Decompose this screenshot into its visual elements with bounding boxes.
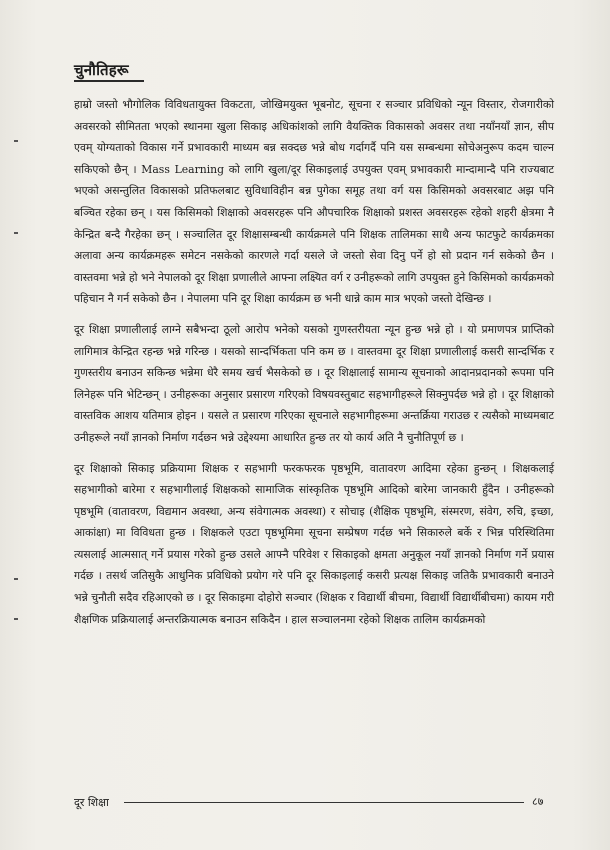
paragraph: दूर शिक्षाको सिकाइ प्रक्रियामा शिक्षक र सहभागी फरकफरक पृष्ठभूमि, वातावरण आदिमा रहेका हुन्छन् । शिक्षकलाई सहभागीको बारेमा र सहभागीलाई शिक्षकको सामाजिक सांस्कृतिक पृष्ठभूमि आदिको बारेमा जानकारी हुँदैन । उनीहरूको पृष्ठभूमि (वातावरण, विद्यमान अवस्था, अन्य संवेगात्मक अवस्था) र सोचाइ (शैक्षिक पृष्ठभूमि, संस्मरण, संवेग, रुचि, इच्छा, आकांक्षा) मा विविधता हुन्छ । शिक्षकले एउटा पृष्ठभूमिमा सूचना सम्प्रेषण गर्दछ भने सिकारुले बर्के र भिन्न परिस्थितिमा त्यसलाई आत्मसात् गर्ने प्रयास गरेको हुन्छ उसले आफ्नै परिवेश र सिकाइको क्षमता अनुकूल नयाँ ज्ञानको निर्माण गर्ने प्रयास गर्दछ । तसर्थ जतिसुकै आधुनिक प्रविधिको प्रयोग गरे पनि दूर सिकाइलाई कसरी प्रत्यक्ष सिकाइ जतिकै प्रभावकारी बनाउने भन्ने चुनौती सदैव रहिआएको छ । दूर सिकाइमा दोहोरो सञ्चार (शिक्षक र विद्यार्थी बीचमा, विद्यार्थी विद्यार्थीबीचमा) कायम गरी शैक्षणिक प्रक्रियालाई अन्तरक्रियात्मक बनाउन सकिदैन । हाल सञ्चालनमा रहेको शिक्षक तालिम कार्यक्रमको [74,461,554,626]
footer-label: दूर शिक्षा [74,796,109,809]
binder-mark [14,140,18,142]
paragraph: दूर शिक्षा प्रणालीलाई लाग्ने सबैभन्दा ठूलो आरोप भनेको यसको गुणस्तरीयता न्यून हुन्छ भन्ने हो । यो प्रमाणपत्र प्राप्तिको लागिमात्र केन्द्रित रहन्छ भन्ने गरिन्छ । यसको सान्दर्भिकता पनि कम छ । वास्तवमा दूर शिक्षा प्रणालीलाई कसरी सान्दर्भिक र गुणस्तरीय बनाउन सकिन्छ भन्नेमा धेरै समय खर्च भैसकेको छ । दूर शिक्षालाई सामान्य सूचनाको आदानप्रदानको रूपमा पनि लिनेहरू पनि भेटिन्छन् । उनीहरूका अनुसार प्रसारण गरिएको विषयवस्तुबाट सहभागीहरूले सिक्नुपर्दछ भन्ने हो । दूर शिक्षाको वास्तविक आशय यतिमात्र होइन । यसले त प्रसारण गरिएका सूचनाले सहभागीहरूमा अन्तर्क्रिया गराउछ र त्यसैको माध्यमबाट उनीहरूले नयाँ ज्ञानको निर्माण गर्दछन भन्ने उद्देश्यमा आधारित हुन्छ तर यो कार्य अति नै चुनौतिपूर्ण छ । [74,322,554,444]
body-text [74,94,554,639]
binder-mark [14,618,18,620]
page-number: ८७ [532,795,544,808]
footer-rule [124,802,524,803]
heading-underline [74,80,144,82]
binder-mark [14,232,18,234]
section-heading: चुनौतिहरू [74,61,129,79]
paragraph: हाम्रो जस्तो भौगोलिक विविधतायुक्त विकटता, जोखिमयुक्त भूबनोट, सूचना र सञ्चार प्रविधिको न्यून विस्तार, रोजगारीको अवसरको सीमितता भएको स्थानमा खुला सिकाइ अधिकांशको लागि वैयक्तिक विकासको अवसर तथा नयाँनयाँ ज्ञान, सीप एवम् योग्यताको विकास गर्ने प्रभावकारी माध्यम बन्न सक्दछ भन्ने बोध गर्दागर्दै पनि यस सम्बन्धमा सोचेअनुरूप कदम चाल्न सकिएको छैन् । Mass Learning को लागि खुला/दूर सिकाइलाई उपयुक्त एवम् प्रभावकारी मान्दामान्दै पनि राज्यबाट भएको असन्तुलित विकासको प्रतिफलबाट सुविधाविहीन बन्न पुगेका समूह तथा वर्ग यस किसिमको अवसरबाट अझ पनि बञ्चित रहेका छन् । यस किसिमको शिक्षाको अवसरहरू पनि औपचारिक शिक्षाको प्रशस्त अवसरहरू रहेको शहरी क्षेत्रमा नै केन्द्रित बन्दै गैरहेका छन् । सञ्चालित दूर शिक्षासम्बन्धी कार्यक्रमले पनि शिक्षक तालिमका साथै अन्य फाटफुटे कार्यक्रमका अलावा अन्य कार्यक्रमहरू समेटन नसकेको कारणले गर्दा यसले जे जस्तो सेवा दिनु पर्ने हो सो प्रदान गर्न सकेको छैन । वास्तवमा भन्ने हो भने नेपालको दूर शिक्षा प्रणालीले आफ्ना लक्ष्यित वर्ग र उनीहरूको लागि उपयुक्त हुने किसिमको कार्यक्रमको पहिचान नै गर्न सकेको छैन । नेपालमा पनि दूर शिक्षा कार्यक्रम छ भनी धान्ने काम मात्र भएको जस्तो देखिन्छ । [74,98,555,306]
binder-mark [14,578,18,580]
